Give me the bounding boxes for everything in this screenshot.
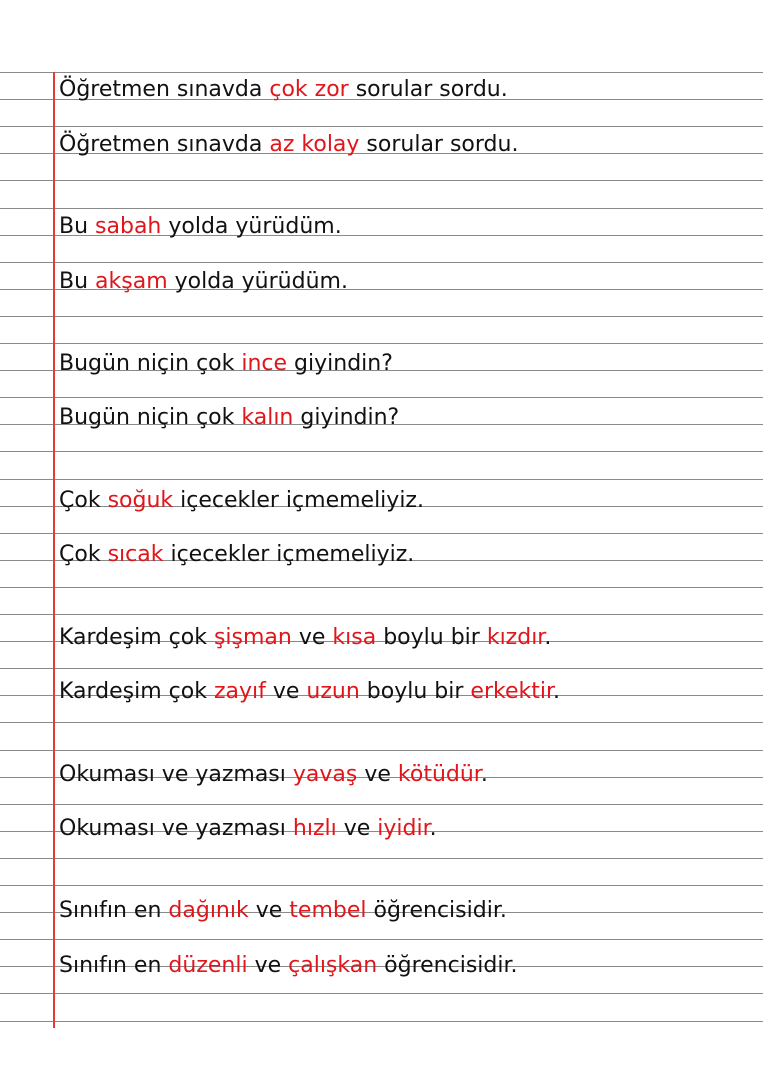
ruled-line (0, 722, 763, 723)
sentence-text: ve (336, 816, 378, 841)
sentence-text: yolda yürüdüm. (161, 214, 342, 239)
sentence-text: giyindin? (287, 351, 393, 376)
sentence-line (59, 678, 560, 706)
sentence-text: boylu bir (359, 679, 471, 704)
sentence-text: Öğretmen sınavda (59, 77, 270, 102)
sentence-line (59, 76, 508, 104)
sentence-text: Çok (59, 488, 108, 513)
ruled-line (0, 397, 763, 398)
sentence-text: sorular sordu. (348, 77, 508, 102)
ruled-line (0, 533, 763, 534)
sentence-line (59, 268, 348, 296)
sentence-text: Bu (59, 269, 96, 294)
sentence-text: Bu (59, 214, 96, 239)
sentence-text: Okuması ve yazması (59, 762, 293, 787)
ruled-line (0, 479, 763, 480)
sentence-text: . (429, 816, 437, 841)
highlighted-word: çalışkan (288, 953, 378, 978)
sentence-line (59, 213, 342, 241)
sentence-text: ve (247, 953, 289, 978)
sentence-line (59, 487, 424, 515)
ruled-line (0, 750, 763, 751)
highlighted-word: erkektir (470, 679, 553, 704)
sentence-text: boylu bir (376, 625, 487, 650)
sentence-text: ve (357, 762, 398, 787)
ruled-line (0, 72, 763, 73)
sentence-text: içecekler içmemeliyiz. (173, 488, 424, 513)
highlighted-word: sıcak (107, 542, 164, 567)
sentence-text: giyindin? (293, 405, 400, 430)
sentence-text: ve (248, 898, 290, 923)
sentence-line (59, 131, 518, 159)
sentence-text: . (553, 679, 560, 704)
ruled-line (0, 262, 763, 263)
highlighted-word: sabah (95, 214, 162, 239)
sentence-text: Sınıfın en (59, 898, 169, 923)
highlighted-word: kalın (241, 405, 294, 430)
sentence-text: Bugün niçin çok (59, 351, 242, 376)
sentence-text: Okuması ve yazması (59, 816, 293, 841)
highlighted-word: dağınık (168, 898, 249, 923)
ruled-line (0, 858, 763, 859)
ruled-line (0, 126, 763, 127)
ruled-line (0, 804, 763, 805)
sentence-text: sorular sordu. (359, 132, 519, 157)
highlighted-word: kötüdür (397, 762, 481, 787)
sentence-text: Çok (59, 542, 108, 567)
sentence-text: içecekler içmemeliyiz. (163, 542, 415, 567)
highlighted-word: az kolay (269, 132, 360, 157)
ruled-line (0, 180, 763, 181)
highlighted-word: soğuk (107, 488, 174, 513)
sentence-line (59, 541, 414, 569)
sentence-text: Kardeşim çok (59, 625, 214, 650)
sentence-line (59, 624, 551, 652)
sentence-line (59, 952, 518, 980)
sentence-text: öğrencisidir. (377, 953, 518, 978)
highlighted-word: şişman (213, 625, 292, 650)
ruled-line (0, 451, 763, 452)
margin-line (53, 72, 55, 1028)
sentence-line (59, 761, 488, 789)
ruled-line (0, 587, 763, 588)
sentence-text: ve (265, 679, 307, 704)
sentence-text: Kardeşim çok (59, 679, 214, 704)
highlighted-word: uzun (306, 679, 360, 704)
highlighted-word: akşam (95, 269, 168, 294)
ruled-line (0, 614, 763, 615)
ruled-line (0, 316, 763, 317)
sentence-line (59, 350, 393, 378)
highlighted-word: zayıf (213, 679, 266, 704)
sentence-text: ve (291, 625, 333, 650)
ruled-line (0, 343, 763, 344)
ruled-line (0, 668, 763, 669)
ruled-line (0, 208, 763, 209)
sentence-line (59, 897, 507, 925)
ruled-line (0, 885, 763, 886)
sentence-line (59, 815, 437, 843)
highlighted-word: düzenli (168, 953, 248, 978)
sentence-text: Sınıfın en (59, 953, 169, 978)
sentence-line (59, 404, 399, 432)
ruled-line (0, 939, 763, 940)
sentence-text: Bugün niçin çok (59, 405, 242, 430)
ruled-line (0, 993, 763, 994)
sentence-text: yolda yürüdüm. (167, 269, 348, 294)
highlighted-word: çok zor (269, 77, 349, 102)
sentence-text: . (480, 762, 488, 787)
highlighted-word: yavaş (292, 762, 358, 787)
sentence-text: . (544, 625, 552, 650)
sentence-text: öğrencisidir. (366, 898, 507, 923)
sentence-text: Öğretmen sınavda (59, 132, 270, 157)
highlighted-word: iyidir (377, 816, 430, 841)
highlighted-word: kızdır (486, 625, 545, 650)
highlighted-word: hızlı (292, 816, 337, 841)
ruled-line (0, 1021, 763, 1022)
highlighted-word: tembel (289, 898, 367, 923)
highlighted-word: kısa (332, 625, 377, 650)
highlighted-word: ince (241, 351, 288, 376)
